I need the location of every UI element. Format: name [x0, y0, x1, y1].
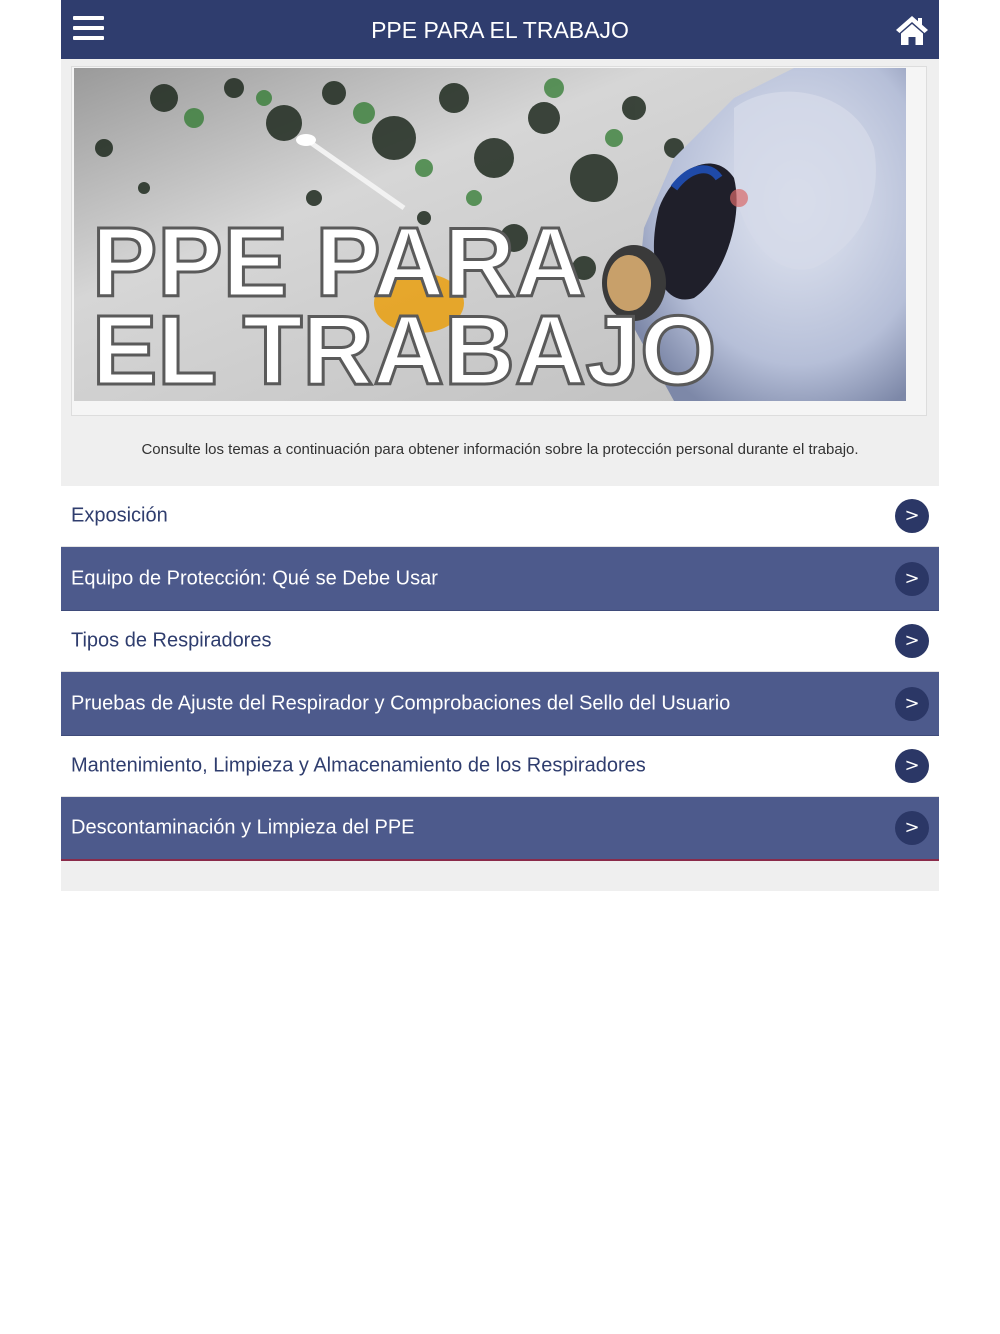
chevron-right-icon[interactable]: >: [895, 624, 929, 658]
topic-item-exposicion[interactable]: [61, 486, 939, 547]
intro-description: Consulte los temas a continuación para obtener información sobre la protección personal durante el trabajo.: [141, 441, 859, 458]
topic-label: Mantenimiento, Limpieza y Almacenamiento de los Respiradores: [71, 754, 646, 777]
chevron-right-icon[interactable]: >: [895, 749, 929, 783]
topic-label: Equipo de Protección: Qué se Debe Usar: [71, 567, 438, 589]
bottom-spacer: [61, 861, 939, 891]
chevron-right-icon[interactable]: >: [895, 687, 929, 721]
topic-label: Exposición: [71, 504, 168, 527]
topic-list: [61, 486, 939, 861]
topic-item-tipos-respiradores[interactable]: [61, 611, 939, 672]
banner-title-line1: PPE PARA: [92, 207, 586, 317]
chevron-right-icon[interactable]: >: [895, 811, 929, 845]
chevron-right-icon[interactable]: >: [895, 499, 929, 533]
top-app-bar: [61, 0, 939, 59]
banner-image: [74, 68, 906, 401]
banner-title-line2: EL TRABAJO: [92, 295, 717, 401]
topic-item-pruebas-ajuste[interactable]: [61, 672, 939, 736]
intro-section: [61, 59, 939, 486]
topic-item-descontaminacion[interactable]: [61, 797, 939, 861]
page-title: PPE PARA EL TRABAJO: [371, 17, 629, 43]
app-container: [61, 0, 939, 891]
topic-label: Pruebas de Ajuste del Respirador y Comprobaciones del Sello del Usuario: [71, 692, 731, 714]
chevron-right-icon[interactable]: >: [895, 562, 929, 596]
home-icon[interactable]: [895, 14, 929, 46]
topic-label: Tipos de Respiradores: [71, 629, 272, 652]
topic-label: Descontaminación y Limpieza del PPE: [71, 816, 415, 839]
topic-item-mantenimiento[interactable]: [61, 736, 939, 797]
topic-item-equipo-proteccion[interactable]: [61, 547, 939, 611]
hamburger-menu-icon[interactable]: [73, 16, 105, 42]
